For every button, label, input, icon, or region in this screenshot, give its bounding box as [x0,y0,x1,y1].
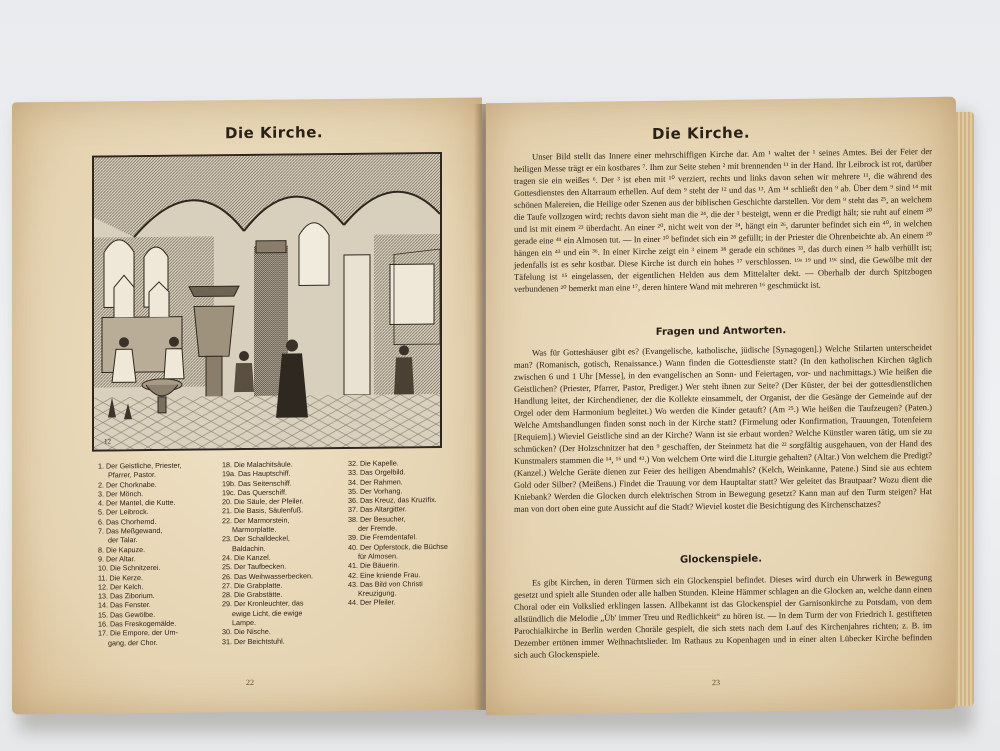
legend-item: 31. Der Beichtstuhl. [222,636,285,646]
legend-item: für Almosen. [358,551,398,561]
legend-column-1 [98,461,181,648]
legend-item: Lampe. [232,617,256,628]
legend-item: 21. Die Basis, Säulenfuß. [222,505,304,516]
intro-paragraph: Unser Bild stellt das Innere einer mehrschiffigen Kirche dar. Am ¹ waltet der ¹ seines Amtes. Bei der Feier der heiligen Messe trägt er ein kostbares ⁷. Ihm zur Seite stehen ² mit brennenden ¹¹ in der Hand. Ihr Leibrock ist rot, darüber tragen sie ein weißes ⁶. Der ³ ist eben mit ¹⁰ verziert, rechts und links davon sehen wir mehrere ¹¹, die während des Gottesdienstes den Altarraum erhellen. Auf dem ⁹ steht der ¹² und das ¹³. Am ¹⁴ schließt den ⁹ ab. Über dem ⁹ sind ¹⁴ mit schönen Malereien, die Heilige oder Szenen aus der biblischen Geschichte darstellen. Vor dem ⁹ steht das ²⁵, an welchem die Taufe vollzogen wird; rechts davon sieht man die ²⁴, die der ¹ besteigt, wenn er die Predigt hält; sie ruht auf einem ²⁰ und ist mit einem ²³ überdacht. An einer ²⁰, nicht weit von der ²⁴, hängt ein ²⁶, darunter befindet sich ein ⁴⁰, in welchen gerade eine ⁴¹ ein Almosen tut. — In einer ³⁰ befindet sich ein ²⁸ gefüllt; in der Priester die Ohrenbeichte ab. An einem ²⁰ hängen ein ⁴³ und ein ³⁶. In einer Kirche zeigt ein ³ einem ³⁸ gerade ein schönes ³³, das durch einen ³⁵ halb verhüllt ist; jedenfalls ist es sehr kostbar. Diese Kirche ist durch ein hohes ¹⁷ verschlossen. ¹⁹ᵃ ¹⁹ und ¹⁹ᶜ sind, die Gewölbe mit der Täfelung ist ¹⁵ eingelassen, der eigentlichen Helden aus dem Mittelalter dekt. — Oberhalb der durch Spitzbogen verbundenen ²⁰ bemerkt man eine ¹⁷, deren hintere Wand mit mehreren ¹⁶ geschmückt ist. [514,146,932,294]
legend-item: 13. Das Ziborium. [98,591,155,601]
legend-item: 33. Das Orgelbild. [348,467,406,478]
legend-column-3 [348,458,448,608]
legend-item: 19b. Das Seitenschiff. [222,478,292,488]
legend-item: 42. Eine kniende Frau. [348,569,421,580]
legend-item: 40. Der Opferstock, die Büchse [348,541,448,552]
qa-heading: Fragen und Antworten. [655,325,787,338]
legend-item: Kreuzigung. [358,588,397,598]
legend-item: 14. Das Fenster. [98,600,151,611]
legend-item: 30. Die Nische. [222,627,271,637]
legend-item: 9. Der Altar. [98,554,136,564]
left-page [12,98,482,715]
legend-item: 44. Der Pfeiler. [348,597,396,608]
legend-item: 22. Der Marmorstein, [222,515,290,526]
legend-item: 37. Das Altargitter. [348,504,407,515]
legend-item: 38. Der Besucher, [348,514,406,524]
legend-item: 15. Das Gewölbe. [98,609,156,620]
legend-item: 19a. Das Hauptschiff. [222,468,291,479]
left-page-number: 22 [246,677,254,688]
legend-item: 39. Die Fremdentafel. [348,532,418,543]
legend-item: 7. Das Meßgewand, [98,525,163,536]
svg-text:12: 12 [104,437,111,446]
legend-item: 28. Die Grabstätte. [222,589,283,600]
left-page-title: Die Kirche. [225,123,324,143]
legend-item: 1. Der Geistliche, Priester, [98,460,182,471]
legend-item: 29. Der Kronleuchter, das [222,598,304,609]
legend-item: 27. Die Grabplatte. [222,580,283,591]
legend-item: 6. Das Chorhemd. [98,516,157,527]
legend-item: 23. Der Schalldeckel, [222,533,290,544]
legend-item: 25. Der Taufbecken. [222,561,287,572]
right-page-title: Die Kirche. [652,123,751,143]
legend-item: 35. Der Vorhang. [348,486,403,496]
legend-column-2 [222,459,313,646]
legend-item: 17. Die Empore, der Um- [98,628,178,638]
legend-item: 26. Das Weihwasserbecken. [222,570,313,581]
legend-item: 8. Die Kapuze. [98,544,146,555]
legend-item: Marmorplatte. [232,524,277,535]
church-engraving [94,154,440,450]
church-interior-illustration [92,152,442,452]
legend-item: 41. Die Bäuerin. [348,560,400,571]
legend-item: der Talar. [108,535,138,545]
glockenspiele-paragraph: Es gibt Kirchen, in deren Türmen sich ein Glockenspiel befindet. Dieses wird durch ein Uhrwerk in Bewegung gesetzt und spielt alle Stunden oder alle halben Stunden. Kleine Hämmer schlagen an die Glocken an, welche dann einen Choral oder ein Volkslied erklingen lassen. Allbekannt ist das Glockenspiel der Garnisonkirche zu Potsdam, von dem allstündlich die Melodie „Üb' immer Treu und Redlichkeit“ zu hören ist. — In dem Turm der von Friedrich I. gestifteten Parochialkirche in Berlin werden Choräle gespielt, die sich stets nach dem Lauf des Kirchenjahres richten; z. B. im Dezember ertönen immer Weihnachtslieder. Im Rathaus zu Kopenhagen und in einer alten Lübecker Kirche befinden sich auch Glockenspiele. [514,572,932,660]
legend-item: 32. Die Kapelle. [348,458,399,468]
legend-item: 24. Die Kanzel. [222,552,271,563]
legend-item: Pfarrer, Pastor. [108,470,156,480]
legend-item: 2. Der Chorknabe. [98,479,157,490]
glockenspiele-heading: Glockenspiele. [679,553,763,566]
legend-item: 16. Das Freskogemälde. [98,618,177,629]
legend-item: 36. Das Kreuz, das Kruzifix. [348,495,437,506]
right-page [486,97,956,716]
legend-item: der Fremde. [358,523,398,533]
legend-item: 43. Das Bild von Christi [348,579,423,589]
legend-item: 19c. Das Querschiff. [222,487,287,498]
right-page-number: 23 [712,678,720,688]
legend-item: 11. Die Kerze. [98,572,144,583]
legend-item: 3. Der Mönch. [98,488,144,499]
legend-item: 12. Der Kelch. [98,581,144,592]
legend-item: 10. Die Schnitzerei. [98,563,161,573]
legend-item: 34. Der Rahmen. [348,476,403,487]
legend-item: 5. Der Leibrock. [98,507,149,518]
legend-item: gang, der Chor. [108,637,158,648]
legend-item: Baldachin. [232,543,266,553]
legend-item: ewige Licht, die ewige [232,608,303,618]
qa-paragraph: Was für Gotteshäuser gibt es? (Evangelische, katholische, jüdische [Synagogen].) Welche Stilarten unterscheidet man? (Romanisch, gotisch, Renaissance.) Wann finden die Gottesdienste statt? (In den katholischen Kirchen täglich zwischen 6 und 1 Uhr [Messe], in den evangelischen an Sonn- und Feiertagen, vor- und nachmittags.) Wie heißen die Geistlichen? (Priester, Pfarrer, Pastor, Prediger.) Wer steht ihnen zur Seite? (Der Küster, der bei der gottesdienstlichen Handlung leitet, der Kirchendiener, der die Kollekte einsammelt, der Organist, der die Gesänge der Gemeinde auf der Orgel oder dem Harmonium begleitet.) Wo werden die Kinder getauft? (Am ²⁵.) Wie heißen die Taufzeugen? (Paten.) Welche Amtshandlungen finden sonst noch in der Kirche statt? (Firmelung oder Konfirmation, Trauungen, Totenfeiern [Requiem].) Wieviel Geistliche sind an der Kirche? Wann ist sie erbaut worden? Welche Künstler waren tätig, um sie zu schmücken? (Der Holzschnitzer hat den ⁹ geschaffen, der Steinmetz hat die ²² sorgfältig ausgehauen, von der Hand des Kunstmalers stammen die ¹⁴, ¹⁶ und ⁴³.) Von welchem Orte wird die Liturgie gehalten? (Altar.) Von welchem die Predigt? (Kanzel.) Welche Geräte dienen zur Feier des heiligen Abendmahls? (Kelch, Weinkanne, Patene.) Sind sie aus echtem Gold oder Silber? (Meißens.) Findet die Trauung vor dem Hauptaltar statt? Wer geleitet das Brautpaar? Wozu dient die Kniebank? Werden die Glocken durch elektrischen Strom in Bewegung gesetzt? Kann man auf den Turm steigen? Hat man von dort oben eine gute Aussicht auf die Stadt? Wieviel kostet die Besichtigung des Kirchenschatzes? [514,342,932,514]
legend-item: 4. Der Mantel, die Kutte. [98,497,176,508]
legend-item: 18. Die Malachitsäule. [222,459,293,470]
legend-item: 20. Die Säule, der Pfeiler. [222,496,304,507]
